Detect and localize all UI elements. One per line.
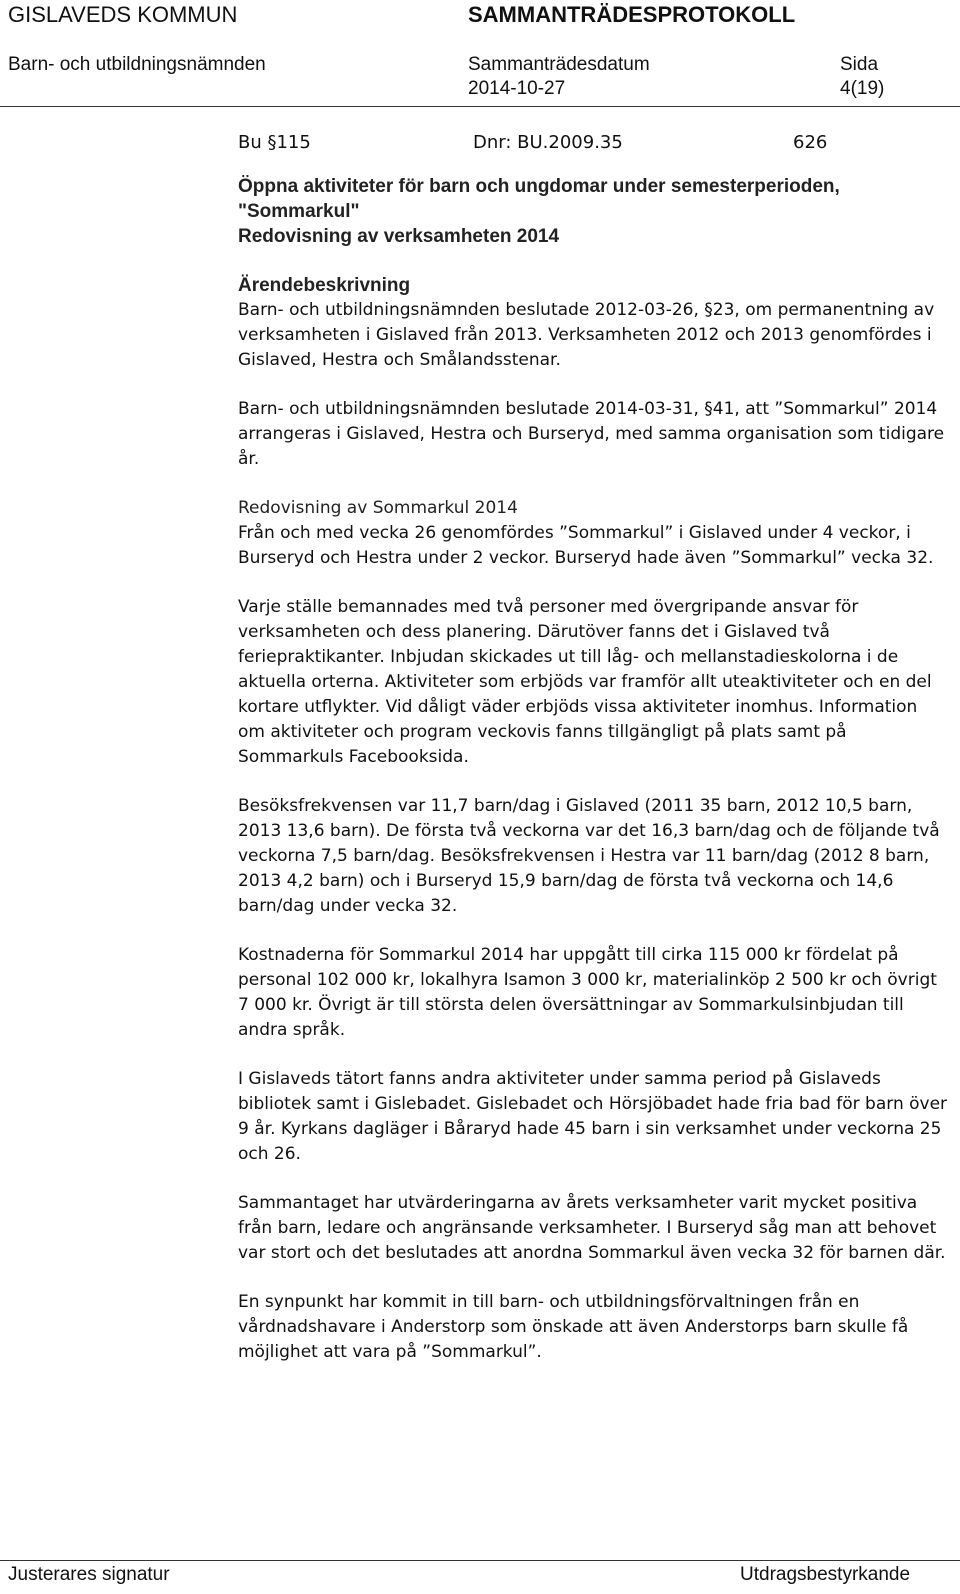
spacer bbox=[238, 1167, 948, 1191]
document-type: SAMMANTRÄDESPROTOKOLL bbox=[468, 2, 796, 27]
spacer bbox=[238, 770, 948, 794]
paragraph-2: Barn- och utbildningsnämnden beslutade 2014-03-31, §41, att ”Sommarkul” 2014 arrangeras i Gislaved, Hestra och Burseryd, med samma organisation som tidigare år. bbox=[238, 399, 945, 469]
case-number: 626 bbox=[793, 132, 828, 153]
spacer bbox=[238, 472, 948, 496]
paragraph-8: Sammantaget har utvärderingarna av årets verksamheter varit mycket positiva från barn, ledare och angränsande verksamheter. I Burseryd såg man att behovet var stort och det beslutades att anordna Sommarkul även vecka 32 för barnen där. bbox=[238, 1193, 946, 1263]
protocol-body bbox=[238, 130, 948, 1365]
paragraph-7: I Gislaveds tätort fanns andra aktiviteter under samma period på Gislaveds bibliotek samt i Gislebadet. Gislebadet och Hörsjöbadet hade fria bad för barn över 9 år. Kyrkans dagläger i Båraryd hade 45 barn i sin verksamhet under veckorna 25 och 26. bbox=[238, 1069, 948, 1164]
org-name: GISLAVEDS KOMMUN bbox=[8, 2, 238, 27]
agenda-title-line-2: "Sommarkul" bbox=[238, 201, 360, 222]
agenda-title-line-3: Redovisning av verksamheten 2014 bbox=[238, 226, 560, 247]
meeting-date: 2014-10-27 bbox=[468, 78, 566, 99]
spacer bbox=[238, 571, 948, 595]
date-label: Sammanträdesdatum bbox=[468, 54, 650, 75]
page-number: 4(19) bbox=[840, 78, 885, 99]
committee-name: Barn- och utbildningsnämnden bbox=[8, 54, 266, 75]
spacer bbox=[238, 1043, 948, 1067]
dnr: Dnr: BU.2009.35 bbox=[473, 132, 623, 153]
footer-certification-label: Utdragsbestyrkande bbox=[740, 1564, 911, 1585]
paragraph-4: Varje ställe bemannades med två personer med övergripande ansvar för verksamheten och dess planering. Därutöver fanns det i Gislaved två feriepraktikanter. Inbjudan skickades ut till låg- och mellanstadieskolorna i de aktuella orterna. Aktiviteter som erbjöds var framför allt uteaktiviteter och en del kortare utflykter. Vid dåligt väder erbjöds vissa aktiviteter inomhus. Information om aktiviteter och program veckovis fanns tillgängligt på plats samt på Sommarkuls Facebooksida. bbox=[238, 597, 932, 767]
spacer bbox=[238, 1266, 948, 1290]
paragraph-6: Kostnaderna för Sommarkul 2014 har uppgått till cirka 115 000 kr fördelat på personal 102 000 kr, lokalhyra Isamon 3 000 kr, materialinköp 2 500 kr och övrigt 7 000 kr. Övrigt är till största delen översättningar av Sommarkulsinbjudan till andra språk. bbox=[238, 945, 937, 1040]
paragraph-9: En synpunkt har kommit in till barn- och utbildningsförvaltningen från en vårdnadshavare i Anderstorp som önskade att även Anderstorps barn skulle få möjlighet att vara på ”Sommarkul”. bbox=[238, 1292, 909, 1362]
footer-signature-label: Justerares signatur bbox=[8, 1564, 170, 1585]
subheading: Redovisning av Sommarkul 2014 bbox=[238, 498, 518, 518]
spacer bbox=[238, 373, 948, 397]
agenda-title-line-1: Öppna aktiviteter för barn och ungdomar under semesterperioden, bbox=[238, 176, 840, 197]
paragraph-1: Barn- och utbildningsnämnden beslutade 2012-03-26, §23, om permanentning av verksamheten i Gislaved från 2013. Verksamheten 2012 och 2013 genomfördes i Gislaved, Hestra och Smålandsstenar. bbox=[238, 300, 935, 370]
section-heading: Ärendebeskrivning bbox=[238, 275, 411, 296]
spacer bbox=[238, 249, 948, 273]
reference-line bbox=[238, 130, 948, 154]
spacer bbox=[238, 919, 948, 943]
header-divider bbox=[0, 106, 960, 107]
paragraph-number: Bu §115 bbox=[238, 132, 311, 153]
paragraph-5: Besöksfrekvensen var 11,7 barn/dag i Gislaved (2011 35 barn, 2012 10,5 barn, 2013 13,6 barn). De första två veckorna var det 16,3 barn/dag och de följande två veckorna 7,5 barn/dag. Besöksfrekvensen i Hestra var 11 barn/dag (2012 8 barn, 2013 4,2 barn) och i Burseryd 15,9 barn/dag de första två veckorna och 14,6 barn/dag under vecka 32. bbox=[238, 796, 940, 916]
page-label: Sida bbox=[840, 54, 879, 75]
footer-divider bbox=[0, 1560, 960, 1561]
paragraph-3: Från och med vecka 26 genomfördes ”Sommarkul” i Gislaved under 4 veckor, i Burseryd och Hestra under 2 veckor. Burseryd hade även ”Sommarkul” vecka 32. bbox=[238, 523, 934, 568]
